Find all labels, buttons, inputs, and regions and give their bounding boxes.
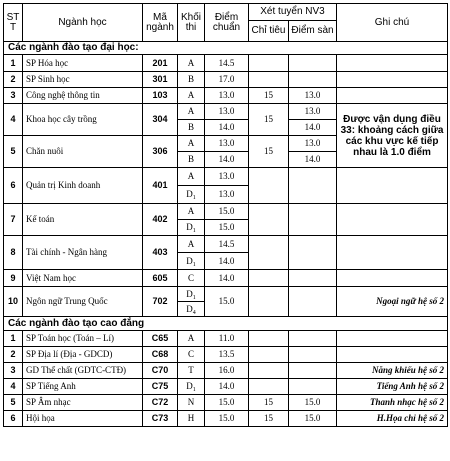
row-diem: 14.0 (205, 152, 249, 168)
row-diem: 14.0 (205, 379, 249, 395)
header-diem-chuan: Điểm chuẩn (205, 4, 249, 42)
row-stt: 6 (4, 168, 23, 204)
row-diem: 17.0 (205, 72, 249, 88)
row-ghi-chu (337, 270, 448, 287)
row-chi-tieu: 15 (249, 395, 289, 411)
row-name: Hội họa (23, 411, 143, 427)
row-ghi-chu (337, 204, 448, 236)
row-code: 702 (143, 287, 178, 317)
row-chi-tieu (249, 347, 289, 363)
row-khoi: A (178, 136, 205, 152)
row-khoi: B (178, 72, 205, 88)
section-title-cao-dang: Các ngành đào tạo cao đẳng (4, 317, 448, 331)
table-row (4, 168, 448, 186)
row-khoi: A (178, 104, 205, 120)
row-khoi: C (178, 270, 205, 287)
row-code: 605 (143, 270, 178, 287)
row-stt: 1 (4, 55, 23, 72)
row-name: Chăn nuôi (23, 136, 143, 168)
row-khoi (178, 253, 205, 270)
header-chi-tieu: Chỉ tiêu (249, 21, 289, 42)
row-khoi: C (178, 347, 205, 363)
row-code: 301 (143, 72, 178, 88)
row-diem: 14.0 (205, 270, 249, 287)
row-diem-san (289, 331, 337, 347)
row-khoi: A (178, 55, 205, 72)
row-diem-san: 13.0 (289, 104, 337, 120)
section-row-dai-hoc (4, 42, 448, 55)
row-khoi (178, 186, 205, 204)
row-diem-san: 13.0 (289, 88, 337, 104)
row-diem: 14.0 (205, 253, 249, 270)
row-code: C65 (143, 331, 178, 347)
row-diem-san (289, 72, 337, 88)
row-stt: 5 (4, 395, 23, 411)
row-khoi: T (178, 363, 205, 379)
table-row (4, 88, 448, 104)
table-row (4, 287, 448, 302)
row-name: Việt Nam học (23, 270, 143, 287)
row-stt: 6 (4, 411, 23, 427)
row-stt: 1 (4, 331, 23, 347)
row-diem: 15.0 (205, 411, 249, 427)
table-row (4, 236, 448, 253)
row-name: GD Thể chất (GDTC-CTĐ) (23, 363, 143, 379)
row-name: SP Âm nhạc (23, 395, 143, 411)
row-ghi-chu: Ngoại ngữ hệ số 2 (337, 287, 448, 317)
row-ghi-chu (337, 55, 448, 72)
row-diem: 13.0 (205, 186, 249, 204)
header-row-1 (4, 4, 448, 21)
row-name: SP Sinh học (23, 72, 143, 88)
khoi-value: $D_4$ (186, 303, 196, 316)
row-diem: 14.5 (205, 55, 249, 72)
row-ghi-chu (337, 331, 448, 347)
row-diem: 15.0 (205, 220, 249, 236)
row-stt: 7 (4, 204, 23, 236)
admission-score-table (3, 3, 448, 427)
row-code: C73 (143, 411, 178, 427)
row-ghi-chu (337, 168, 448, 204)
row-chi-tieu (249, 270, 289, 287)
row-name: SP Địa lí (Địa - GDCD) (23, 347, 143, 363)
row-code: 401 (143, 168, 178, 204)
khoi-value: $D_1$ (186, 288, 196, 301)
row-diem-san (289, 287, 337, 317)
row-chi-tieu (249, 331, 289, 347)
row-stt: 8 (4, 236, 23, 270)
row-name: Kế toán (23, 204, 143, 236)
row-diem-san (289, 204, 337, 236)
header-ma-nganh: Mã ngành (143, 4, 178, 42)
section-title-dai-hoc: Các ngành đào tạo đại học: (4, 42, 448, 55)
row-diem-san (289, 379, 337, 395)
table-row (4, 411, 448, 427)
row-ghi-chu: Tiếng Anh hệ số 2 (337, 379, 448, 395)
row-code: 304 (143, 104, 178, 136)
table-row (4, 204, 448, 220)
row-diem-san: 14.0 (289, 120, 337, 136)
row-ghi-chu (337, 72, 448, 88)
row-diem-san (289, 55, 337, 72)
row-diem: 13.5 (205, 347, 249, 363)
row-stt: 4 (4, 379, 23, 395)
row-ghi-chu: Năng khiếu hệ số 2 (337, 363, 448, 379)
row-name: SP Hóa học (23, 55, 143, 72)
row-diem-san (289, 168, 337, 204)
row-code: C72 (143, 395, 178, 411)
row-ghi-chu (337, 347, 448, 363)
row-diem-san: 15.0 (289, 395, 337, 411)
row-chi-tieu (249, 168, 289, 204)
header-xet-tuyen: Xét tuyển NV3 (249, 4, 337, 21)
table-row (4, 72, 448, 88)
row-chi-tieu: 15 (249, 88, 289, 104)
row-diem: 13.0 (205, 104, 249, 120)
header-stt: ST T (4, 4, 23, 42)
row-diem: 13.0 (205, 88, 249, 104)
row-ghi-chu: Thanh nhạc hệ số 2 (337, 395, 448, 411)
row-khoi (178, 287, 205, 302)
row-ghi-chu (337, 236, 448, 270)
table-row (4, 395, 448, 411)
row-khoi (178, 379, 205, 395)
row-name: Khoa học cây trồng (23, 104, 143, 136)
row-chi-tieu: 15 (249, 104, 289, 136)
row-khoi: B (178, 152, 205, 168)
row-code: C70 (143, 363, 178, 379)
row-diem-san: 15.0 (289, 411, 337, 427)
row-code: 306 (143, 136, 178, 168)
row-khoi: H (178, 411, 205, 427)
row-stt: 5 (4, 136, 23, 168)
table-row (4, 270, 448, 287)
table-row (4, 347, 448, 363)
row-khoi: A (178, 204, 205, 220)
row-diem-san: 13.0 (289, 136, 337, 152)
row-diem: 13.0 (205, 136, 249, 152)
row-name: Quản trị Kinh doanh (23, 168, 143, 204)
table-row (4, 104, 448, 120)
row-chi-tieu (249, 204, 289, 236)
table-row (4, 55, 448, 72)
row-khoi: A (178, 331, 205, 347)
row-stt: 3 (4, 363, 23, 379)
row-diem: 15.0 (205, 395, 249, 411)
row-stt: 4 (4, 104, 23, 136)
row-chi-tieu (249, 379, 289, 395)
row-diem-san (289, 236, 337, 270)
row-stt: 9 (4, 270, 23, 287)
row-name: Công nghệ thông tin (23, 88, 143, 104)
row-diem: 15.0 (205, 287, 249, 317)
row-code: 402 (143, 204, 178, 236)
row-code: 403 (143, 236, 178, 270)
row-chi-tieu: 15 (249, 136, 289, 168)
row-diem: 16.0 (205, 363, 249, 379)
khoi-value: $D_1$ (186, 189, 196, 201)
header-diem-san: Điểm sàn (289, 21, 337, 42)
khoi-value: $D_1$ (186, 255, 196, 268)
row-diem: 15.0 (205, 204, 249, 220)
row-diem-san (289, 270, 337, 287)
row-code: C75 (143, 379, 178, 395)
row-khoi (178, 302, 205, 317)
row-ghi-chu (337, 88, 448, 104)
row-khoi: N (178, 395, 205, 411)
khoi-value: $D_1$ (186, 381, 196, 393)
section-row-cao-dang (4, 317, 448, 331)
row-chi-tieu (249, 236, 289, 270)
row-chi-tieu (249, 287, 289, 317)
row-khoi: A (178, 236, 205, 253)
table-row (4, 331, 448, 347)
row-stt: 10 (4, 287, 23, 317)
header-khoi-thi: Khối thi (178, 4, 205, 42)
row-diem-san (289, 347, 337, 363)
row-code: C68 (143, 347, 178, 363)
row-khoi: A (178, 168, 205, 186)
row-name: Ngôn ngữ Trung Quốc (23, 287, 143, 317)
row-khoi: B (178, 120, 205, 136)
khoi-value: $D_1$ (186, 222, 196, 234)
row-khoi (178, 220, 205, 236)
row-stt: 2 (4, 347, 23, 363)
row-chi-tieu (249, 363, 289, 379)
row-name: SP Tiếng Anh (23, 379, 143, 395)
admission-table-container (3, 3, 448, 427)
row-code: 103 (143, 88, 178, 104)
table-row (4, 363, 448, 379)
row-code: 201 (143, 55, 178, 72)
row-chi-tieu (249, 55, 289, 72)
row-name: SP Toán học (Toán – Lí) (23, 331, 143, 347)
row-diem: 11.0 (205, 331, 249, 347)
row-diem-san (289, 363, 337, 379)
row-khoi: A (178, 88, 205, 104)
row-stt: 2 (4, 72, 23, 88)
row-diem: 14.5 (205, 236, 249, 253)
header-nganh-hoc: Ngành học (23, 4, 143, 42)
header-ghi-chu: Ghi chú (337, 4, 448, 42)
table-row (4, 379, 448, 395)
row-diem: 13.0 (205, 168, 249, 186)
row-diem: 14.0 (205, 120, 249, 136)
note-rule-dieu-33: Được vận dụng điều 33: khoảng cách giữa các khu vực kế tiếp nhau là 1.0 điểm (337, 104, 448, 168)
row-chi-tieu (249, 72, 289, 88)
row-stt: 3 (4, 88, 23, 104)
row-chi-tieu: 15 (249, 411, 289, 427)
row-name: Tài chính - Ngân hàng (23, 236, 143, 270)
row-ghi-chu: H.Họa chỉ hệ số 2 (337, 411, 448, 427)
row-diem-san: 14.0 (289, 152, 337, 168)
